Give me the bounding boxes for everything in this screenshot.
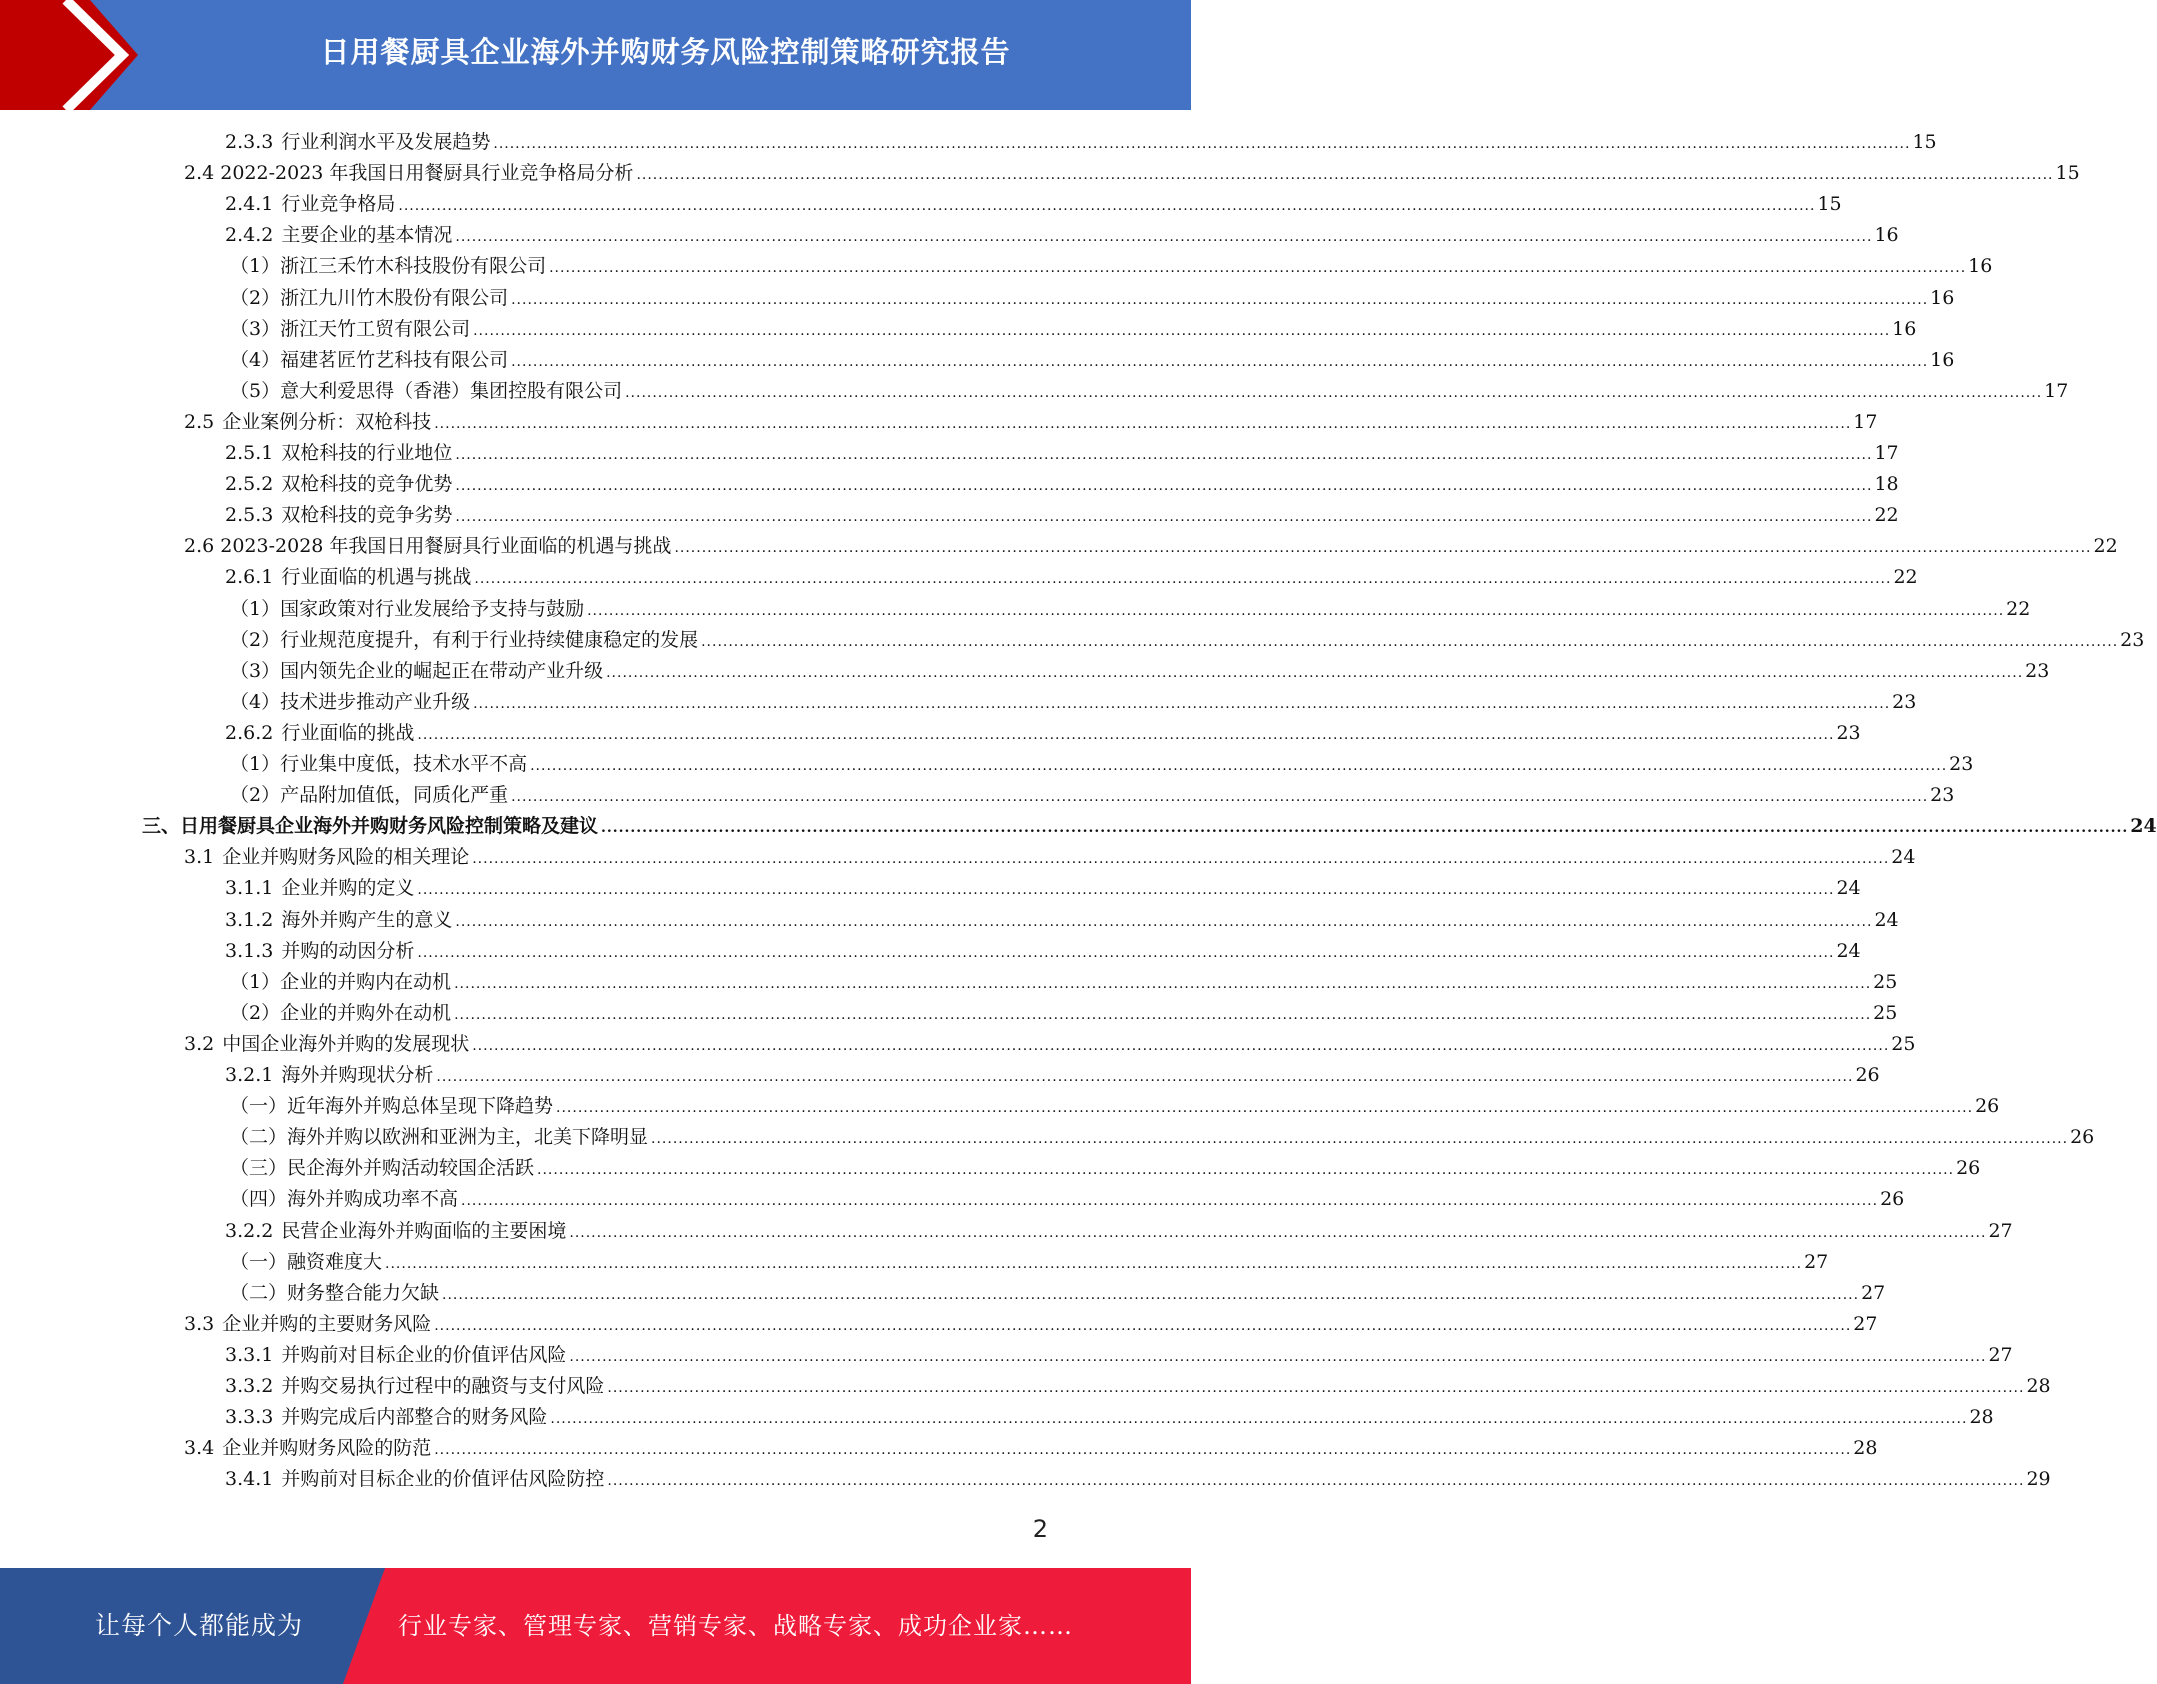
toc-dot-leader: .................................................................................................................................................................................................................................................................... (417, 882, 1835, 898)
toc-entry-number: 3.3.2 (225, 1375, 274, 1397)
toc-entry-label (230, 1153, 537, 1184)
toc-entry[interactable] (225, 562, 1918, 593)
toc-entry-label (184, 1309, 434, 1340)
toc-entry-page: 27 (1861, 1282, 1886, 1304)
toc-dot-leader: .................................................................................................................................................................................................................................................................... (436, 1069, 1854, 1085)
toc-entry[interactable] (230, 1091, 2000, 1122)
toc-dot-leader: .................................................................................................................................................................................................................................................................... (587, 603, 2005, 619)
toc-entry-page: 23 (1892, 691, 1917, 713)
toc-entry-title: 海外并购产生的意义 (281, 909, 453, 931)
toc-entry-label (225, 873, 417, 904)
toc-entry-title: （3）浙江天竹工贸有限公司 (230, 318, 471, 340)
toc-entry-title: 行业竞争格局 (281, 193, 396, 215)
toc-entry-label (225, 1464, 607, 1495)
toc-entry-title: （1）浙江三禾竹木科技股份有限公司 (230, 255, 547, 277)
toc-entry-label (230, 1247, 385, 1278)
toc-entry-label (230, 780, 511, 811)
toc-entry-title: 企业并购财务风险的相关理论 (222, 846, 470, 868)
chevron-arrow-icon (0, 0, 160, 110)
toc-entry-page: 17 (1853, 411, 1878, 433)
toc-entry-title: （4）福建茗匠竹艺科技有限公司 (230, 349, 509, 371)
toc-dot-leader: .................................................................................................................................................................................................................................................................... (472, 1038, 1890, 1054)
toc-entry[interactable] (225, 189, 1842, 220)
toc-entry-page: 16 (1930, 349, 1955, 371)
toc-entry-title: （1）行业集中度低，技术水平不高 (230, 753, 528, 775)
toc-entry-label (225, 936, 417, 967)
toc-entry[interactable] (230, 594, 2031, 625)
toc-dot-leader: .................................................................................................................................................................................................................................................................... (385, 1256, 1803, 1272)
report-title: 日用餐厨具企业海外并购财务风险控制策略研究报告 (320, 35, 1011, 69)
toc-entry-page: 27 (1804, 1251, 1829, 1273)
toc-entry-title: （5）意大利爱思得（香港）集团控股有限公司 (230, 380, 623, 402)
footer-slogan-right: 行业专家、管理专家、营销专家、战略专家、成功企业家…… (398, 1612, 1073, 1640)
toc-entry[interactable] (225, 718, 1861, 749)
toc-entry[interactable] (225, 1464, 2051, 1495)
toc-dot-leader: .................................................................................................................................................................................................................................................................... (701, 634, 2119, 650)
toc-entry-title: 双枪科技的行业地位 (281, 442, 453, 464)
toc-dot-leader: .................................................................................................................................................................................................................................................................... (455, 447, 1873, 463)
toc-entry-title: （4）技术进步推动产业升级 (230, 691, 471, 713)
toc-entry-page: 15 (2055, 162, 2080, 184)
toc-entry[interactable] (225, 500, 1899, 531)
toc-entry-title: 三、日用餐厨具企业海外并购财务风险控制策略及建议 (142, 815, 599, 837)
toc-entry-label (230, 967, 454, 998)
toc-dot-leader: .................................................................................................................................................................................................................................................................... (569, 1225, 1987, 1241)
toc-entry[interactable] (225, 1371, 2051, 1402)
toc-entry-number: 3.1.3 (225, 940, 274, 962)
toc-entry-label (230, 998, 454, 1029)
toc-entry-page: 26 (1855, 1064, 1880, 1086)
toc-entry-page: 24 (1836, 940, 1861, 962)
toc-dot-leader: .................................................................................................................................................................................................................................................................... (454, 976, 1872, 992)
toc-entry-page: 25 (1891, 1033, 1916, 1055)
toc-entry-number: 3.3.3 (225, 1406, 274, 1428)
toc-entry-page: 23 (2120, 629, 2145, 651)
toc-entry-title: 并购前对目标企业的价值评估风险防控 (281, 1468, 605, 1490)
toc-entry-page: 24 (2130, 815, 2157, 837)
toc-entry[interactable] (230, 1122, 2095, 1153)
toc-dot-leader: .................................................................................................................................................................................................................................................................... (549, 260, 1967, 276)
toc-entry-page: 15 (1912, 131, 1937, 153)
toc-entry-number: 2.6.1 (225, 566, 274, 588)
footer-slogan-left: 让每个人都能成为 (95, 1611, 304, 1640)
toc-entry[interactable] (142, 811, 2157, 842)
toc-entry-title: 并购前对目标企业的价值评估风险 (281, 1344, 567, 1366)
toc-entry-page: 27 (1988, 1344, 2013, 1366)
page-number: 2 (1032, 1515, 1048, 1543)
toc-entry[interactable] (184, 158, 2080, 189)
toc-entry-title: （三）民企海外并购活动较国企活跃 (230, 1157, 535, 1179)
toc-dot-leader: .................................................................................................................................................................................................................................................................... (455, 509, 1873, 525)
toc-entry-title: 主要企业的基本情况 (281, 224, 453, 246)
toc-entry-page: 27 (1988, 1220, 2013, 1242)
toc-entry-label (230, 687, 473, 718)
toc-entry-title: （2）产品附加值低，同质化严重 (230, 784, 509, 806)
toc-entry-title: 行业利润水平及发展趋势 (281, 131, 491, 153)
toc-entry-label (184, 1433, 434, 1464)
toc-entry-title: 中国企业海外并购的发展现状 (222, 1033, 470, 1055)
toc-entry[interactable] (225, 1216, 2013, 1247)
toc-entry-title: 并购交易执行过程中的融资与支付风险 (281, 1375, 605, 1397)
toc-entry-page: 17 (2044, 380, 2069, 402)
toc-dot-leader: .................................................................................................................................................................................................................................................................... (434, 416, 1852, 432)
toc-entry-label (230, 1122, 651, 1153)
toc-dot-leader: .................................................................................................................................................................................................................................................................... (455, 478, 1873, 494)
toc-entry[interactable] (230, 749, 1974, 780)
toc-dot-leader: .................................................................................................................................................................................................................................................................... (434, 1318, 1852, 1334)
toc-entry[interactable] (230, 314, 1917, 345)
toc-dot-leader: .................................................................................................................................................................................................................................................................... (556, 1100, 1974, 1116)
toc-entry-number: 3.4 (184, 1437, 215, 1459)
toc-entry-label (142, 811, 601, 842)
toc-entry[interactable] (230, 780, 1955, 811)
toc-entry-label (230, 1184, 461, 1215)
toc-entry[interactable] (225, 1402, 1994, 1433)
toc-entry[interactable] (184, 407, 1878, 438)
toc-entry-page: 16 (1930, 287, 1955, 309)
toc-dot-leader: .................................................................................................................................................................................................................................................................... (651, 1131, 2069, 1147)
report-header (0, 0, 1191, 110)
toc-entry-label (230, 594, 587, 625)
toc-entry-label (225, 1402, 550, 1433)
toc-dot-leader: .................................................................................................................................................................................................................................................................... (454, 1007, 1872, 1023)
toc-entry-label (230, 314, 473, 345)
toc-dot-leader: .................................................................................................................................................................................................................................................................... (473, 323, 1891, 339)
toc-entry[interactable] (230, 376, 2069, 407)
toc-entry-number: 2.4.1 (225, 193, 274, 215)
toc-entry-page: 26 (1975, 1095, 2000, 1117)
toc-entry-page: 26 (1880, 1188, 1905, 1210)
toc-entry[interactable] (184, 1433, 1878, 1464)
toc-entry-title: 双枪科技的竞争劣势 (281, 504, 453, 526)
toc-entry-page: 26 (2070, 1126, 2095, 1148)
toc-entry-title: （1）企业的并购内在动机 (230, 971, 452, 993)
toc-entry-title: 企业并购的定义 (281, 877, 415, 899)
toc-entry-title: （2）行业规范度提升，有利于行业持续健康稳定的发展 (230, 629, 699, 651)
toc-dot-leader: .................................................................................................................................................................................................................................................................... (455, 229, 1873, 245)
toc-entry-label (225, 562, 474, 593)
toc-entry[interactable] (230, 1153, 1981, 1184)
toc-entry-title: （一）融资难度大 (230, 1251, 383, 1273)
toc-entry-label (225, 220, 455, 251)
toc-entry-number: 2.3.3 (225, 131, 274, 153)
toc-entry-label (184, 1029, 472, 1060)
toc-entry-label (230, 1278, 442, 1309)
toc-entry[interactable] (230, 998, 1898, 1029)
toc-entry[interactable] (184, 1029, 1916, 1060)
toc-entry[interactable] (230, 1184, 1905, 1215)
toc-entry[interactable] (225, 905, 1899, 936)
toc-entry-page: 17 (1874, 442, 1899, 464)
toc-dot-leader: .................................................................................................................................................................................................................................................................... (398, 198, 1816, 214)
toc-dot-leader: .................................................................................................................................................................................................................................................................... (674, 540, 2092, 556)
toc-dot-leader: .................................................................................................................................................................................................................................................................... (607, 1380, 2025, 1396)
toc-dot-leader: .................................................................................................................................................................................................................................................................... (442, 1287, 1860, 1303)
toc-entry-title: （3）国内领先企业的崛起正在带动产业升级 (230, 660, 604, 682)
toc-entry-number: 2.5 (184, 411, 215, 433)
toc-entry-number: 3.1.2 (225, 909, 274, 931)
toc-entry-label (230, 749, 530, 780)
toc-dot-leader: .................................................................................................................................................................................................................................................................... (461, 1193, 1879, 1209)
toc-entry[interactable] (225, 438, 1899, 469)
toc-dot-leader: .................................................................................................................................................................................................................................................................... (417, 727, 1835, 743)
toc-entry-page: 29 (2026, 1468, 2051, 1490)
toc-entry[interactable] (225, 1060, 1880, 1091)
toc-entry-page: 28 (2026, 1375, 2051, 1397)
toc-entry-label (225, 438, 455, 469)
toc-entry-page: 28 (1969, 1406, 1994, 1428)
toc-entry-number: 3.2 (184, 1033, 215, 1055)
toc-entry-page: 16 (1968, 255, 1993, 277)
toc-entry-page: 25 (1873, 971, 1898, 993)
toc-entry-label (230, 251, 549, 282)
toc-entry-title: （2）浙江九川竹木股份有限公司 (230, 287, 509, 309)
toc-entry-title: 双枪科技的竞争优势 (281, 473, 453, 495)
toc-entry[interactable] (230, 283, 1955, 314)
toc-entry-title: 民营企业海外并购面临的主要困境 (281, 1220, 567, 1242)
toc-entry-number: 2.6.2 (225, 722, 274, 744)
toc-entry[interactable] (230, 251, 1993, 282)
toc-entry-title: （一）近年海外并购总体呈现下降趋势 (230, 1095, 554, 1117)
toc-dot-leader: .................................................................................................................................................................................................................................................................... (511, 354, 1929, 370)
toc-entry[interactable] (225, 1340, 2013, 1371)
toc-entry-number: 3.2.2 (225, 1220, 274, 1242)
toc-entry-label (225, 1340, 569, 1371)
toc-entry-label (225, 1216, 569, 1247)
toc-entry-page: 23 (1836, 722, 1861, 744)
toc-entry-label (225, 718, 417, 749)
toc-dot-leader: .................................................................................................................................................................................................................................................................... (472, 851, 1890, 867)
toc-entry[interactable] (225, 469, 1899, 500)
toc-entry-page: 22 (2006, 598, 2031, 620)
toc-entry-label (225, 500, 455, 531)
toc-entry-page: 15 (1817, 193, 1842, 215)
toc-entry-page: 25 (1873, 1002, 1898, 1024)
toc-entry[interactable] (230, 967, 1898, 998)
toc-dot-leader: .................................................................................................................................................................................................................................................................... (434, 1442, 1852, 1458)
toc-entry-label (230, 656, 606, 687)
toc-entry-title: 企业并购财务风险的防范 (222, 1437, 432, 1459)
toc-entry-page: 24 (1836, 877, 1861, 899)
toc-entry-page: 16 (1892, 318, 1917, 340)
toc-dot-leader: .................................................................................................................................................................................................................................................................... (550, 1411, 1968, 1427)
toc-entry-page: 24 (1891, 846, 1916, 868)
toc-entry-label (184, 842, 472, 873)
toc-entry-title: 行业面临的机遇与挑战 (281, 566, 472, 588)
toc-entry-page: 18 (1874, 473, 1899, 495)
toc-entry-label (225, 1060, 436, 1091)
toc-entry-title: （2）企业的并购外在动机 (230, 1002, 452, 1024)
toc-dot-leader: .................................................................................................................................................................................................................................................................... (607, 1473, 2025, 1489)
toc-dot-leader: .................................................................................................................................................................................................................................................................... (474, 571, 1892, 587)
toc-entry-number: 3.1 (184, 846, 215, 868)
toc-entry-title: （二）海外并购以欧洲和亚洲为主，北美下降明显 (230, 1126, 649, 1148)
toc-entry-title: 海外并购现状分析 (281, 1064, 434, 1086)
toc-entry[interactable] (225, 220, 1899, 251)
toc-entry[interactable] (230, 345, 1955, 376)
toc-entry-label (230, 376, 625, 407)
toc-dot-leader: .................................................................................................................................................................................................................................................................... (625, 385, 2043, 401)
toc-entry-title: （四）海外并购成功率不高 (230, 1188, 459, 1210)
toc-entry-number: 3.3.1 (225, 1344, 274, 1366)
toc-entry-title: （二）财务整合能力欠缺 (230, 1282, 440, 1304)
toc-entry-title: 行业面临的挑战 (281, 722, 415, 744)
toc-entry-title: 2.4 2022-2023 年我国日用餐厨具行业竞争格局分析 (184, 162, 634, 184)
toc-entry-label (225, 1371, 607, 1402)
toc-entry-label (230, 345, 511, 376)
toc-entry-title: 2.6 2023-2028 年我国日用餐厨具行业面临的机遇与挑战 (184, 535, 672, 557)
toc-entry[interactable] (184, 1309, 1878, 1340)
toc-entry-page: 22 (1874, 504, 1899, 526)
toc-entry[interactable] (230, 625, 2145, 656)
toc-dot-leader: .................................................................................................................................................................................................................................................................... (537, 1162, 1955, 1178)
toc-entry-page: 23 (2025, 660, 2050, 682)
toc-entry[interactable] (230, 1247, 1829, 1278)
toc-dot-leader: .................................................................................................................................................................................................................................................................... (530, 758, 1948, 774)
toc-entry-label (184, 158, 636, 189)
toc-entry[interactable] (230, 656, 2050, 687)
toc-entry[interactable] (184, 531, 2118, 562)
toc-entry-label (225, 905, 455, 936)
report-footer (0, 1568, 1191, 1684)
toc-entry-page: 27 (1853, 1313, 1878, 1335)
toc-entry-page: 24 (1874, 909, 1899, 931)
toc-entry-page: 28 (1853, 1437, 1878, 1459)
toc-entry[interactable] (230, 687, 1917, 718)
toc-dot-leader: .................................................................................................................................................................................................................................................................... (511, 292, 1929, 308)
toc-dot-leader: .................................................................................................................................................................................................................................................................... (601, 820, 2129, 836)
toc-entry-number: 3.1.1 (225, 877, 274, 899)
toc-entry-label (225, 469, 455, 500)
toc-entry-page: 22 (2093, 535, 2118, 557)
toc-entry-label (184, 531, 674, 562)
toc-dot-leader: .................................................................................................................................................................................................................................................................... (493, 136, 1911, 152)
toc-entry-label (230, 283, 511, 314)
toc-entry-number: 2.5.3 (225, 504, 274, 526)
toc-entry-number: 2.5.2 (225, 473, 274, 495)
toc-entry-number: 2.4.2 (225, 224, 274, 246)
toc-dot-leader: .................................................................................................................................................................................................................................................................... (455, 914, 1873, 930)
toc-entry-label (225, 127, 493, 158)
toc-entry-title: （1）国家政策对行业发展给予支持与鼓励 (230, 598, 585, 620)
toc-dot-leader: .................................................................................................................................................................................................................................................................... (511, 789, 1929, 805)
toc-entry[interactable] (225, 127, 1937, 158)
toc-dot-leader: .................................................................................................................................................................................................................................................................... (473, 696, 1891, 712)
toc-entry-label (230, 625, 701, 656)
toc-dot-leader: .................................................................................................................................................................................................................................................................... (417, 945, 1835, 961)
toc-entry-title: 企业案例分析：双枪科技 (222, 411, 432, 433)
toc-entry-title: 并购的动因分析 (281, 940, 415, 962)
toc-entry[interactable] (225, 873, 1861, 904)
toc-entry-page: 23 (1930, 784, 1955, 806)
toc-entry-number: 3.3 (184, 1313, 215, 1335)
toc-entry-page: 16 (1874, 224, 1899, 246)
toc-entry-title: 并购完成后内部整合的财务风险 (281, 1406, 548, 1428)
toc-entry[interactable] (230, 1278, 1886, 1309)
toc-entry-number: 3.4.1 (225, 1468, 274, 1490)
toc-dot-leader: .................................................................................................................................................................................................................................................................... (636, 167, 2054, 183)
toc-entry-page: 26 (1956, 1157, 1981, 1179)
toc-dot-leader: .................................................................................................................................................................................................................................................................... (606, 665, 2024, 681)
toc-entry-page: 22 (1893, 566, 1918, 588)
toc-entry-label (230, 1091, 556, 1122)
toc-entry-number: 3.2.1 (225, 1064, 274, 1086)
toc-dot-leader: .................................................................................................................................................................................................................................................................... (569, 1349, 1987, 1365)
toc-entry-title: 企业并购的主要财务风险 (222, 1313, 432, 1335)
toc-entry-page: 23 (1949, 753, 1974, 775)
toc-entry-label (184, 407, 434, 438)
toc-entry-number: 2.5.1 (225, 442, 274, 464)
toc-entry[interactable] (184, 842, 1916, 873)
toc-entry-label (225, 189, 398, 220)
toc-entry[interactable] (225, 936, 1861, 967)
